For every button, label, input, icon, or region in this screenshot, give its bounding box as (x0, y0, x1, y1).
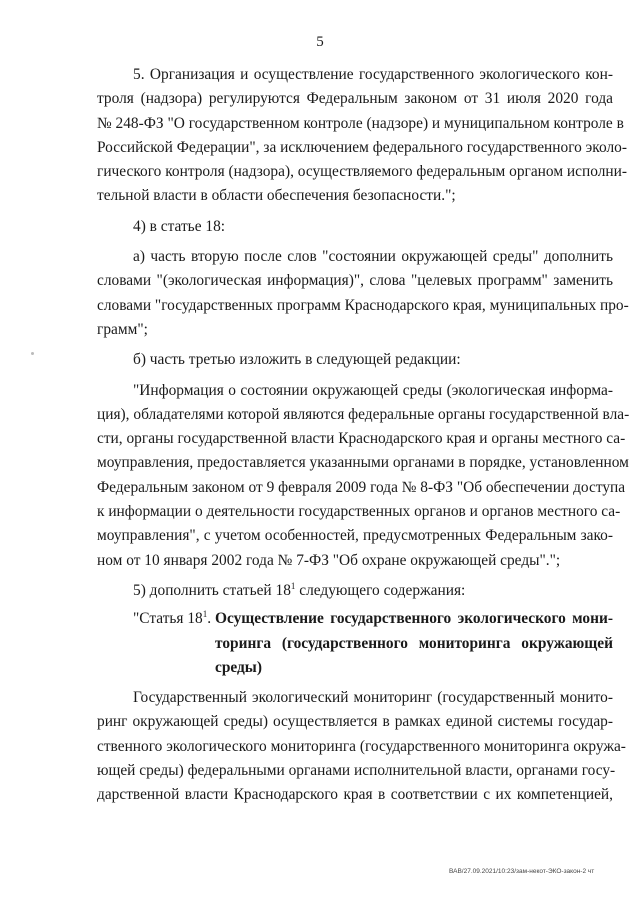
text-line: тельной власти в области обеспечения безопасности."; (97, 187, 456, 205)
item-5-line (97, 579, 613, 603)
text-line: дарственной власти Краснодарского края в соответствии с их компетенцией, (97, 786, 613, 804)
item-5-superscript: 1 (290, 580, 296, 591)
text-line: Российской Федерации", за исключением федерального государственного эколо- (97, 138, 627, 156)
scan-mark (31, 352, 34, 355)
article-title-line: торинга (государственного мониторинга окружающей (215, 634, 613, 652)
page-number: 5 (316, 34, 324, 50)
text-line: "Информация о состоянии окружающей среды (экологическая информа- (133, 381, 613, 399)
final-paragraph (97, 686, 626, 807)
text-line: словами "государственных программ Краснодарского края, муниципальных про- (97, 296, 629, 314)
text-line: ющей среды) федеральными органами исполнительной власти, органами госу- (97, 762, 616, 780)
text-line: моуправления", с учетом особенностей, предусмотренных Федеральным зако- (97, 527, 613, 545)
article-number: "Статья $18^1$. (133, 609, 212, 628)
article-title (215, 607, 613, 680)
text-line: грамм"; (97, 320, 148, 338)
text-line: Федеральным законом от 9 февраля 2009 года № 8-ФЗ "Об обеспечении доступа (97, 478, 626, 496)
text-line: словами "(экологическая информация)", слова "целевых программ" заменить (97, 272, 613, 290)
document-body (97, 63, 630, 808)
text-line: гического контроля (надзора), осуществляемого федеральным органом исполни- (97, 163, 627, 181)
document-footer: ВАВ/27.09.2021/10:23/зам-некот-ЭКО-закон-2 чт (449, 868, 595, 875)
text-line: б) часть третью изложить в следующей редакции: (133, 351, 461, 369)
text-line: а) часть вторую после слов "состоянии окружающей среды" дополнить (133, 248, 613, 266)
article-heading (97, 607, 613, 680)
article-title-line: среды) (215, 658, 262, 676)
item-5-text-end: следующего содержания: (295, 581, 466, 599)
text-line: ринг окружающей среды) осуществляется в рамках единой системы государ- (97, 713, 613, 731)
text-line: 4) в статье 18: (133, 217, 226, 235)
text-line: ственного экологического мониторинга (государственного мониторинга окружа- (97, 737, 626, 755)
text-line: ном от 10 января 2002 года № 7-ФЗ "Об охране окружающей среды"."; (97, 551, 561, 569)
article-title-line: Осуществление государственного экологического мони- (215, 610, 613, 628)
text-line: № 248-ФЗ "О государственном контроле (надзоре) и муниципальном контроле в (97, 114, 624, 132)
item-5-text: 5) дополнить статьей 18 (133, 581, 291, 599)
text-line: Государственный экологический мониторинг (государственный монито- (133, 689, 613, 707)
text-line: ция), обладателями которой являются федеральные органы государственной вла- (97, 405, 630, 423)
document-paragraphs (97, 63, 630, 573)
text-line: к информации о деятельности государственных органов и органов местного са- (97, 503, 621, 521)
text-line: 5. Организация и осуществление государственного экологического кон- (133, 66, 613, 83)
text-line: сти, органы государственной власти Краснодарского края и органы местного са- (97, 430, 626, 448)
text-line: моуправления, предоставляется указанными органами в порядке, установленном (97, 454, 629, 472)
text-line: троля (надзора) регулируются Федеральным законом от 31 июля 2020 года (97, 90, 613, 108)
